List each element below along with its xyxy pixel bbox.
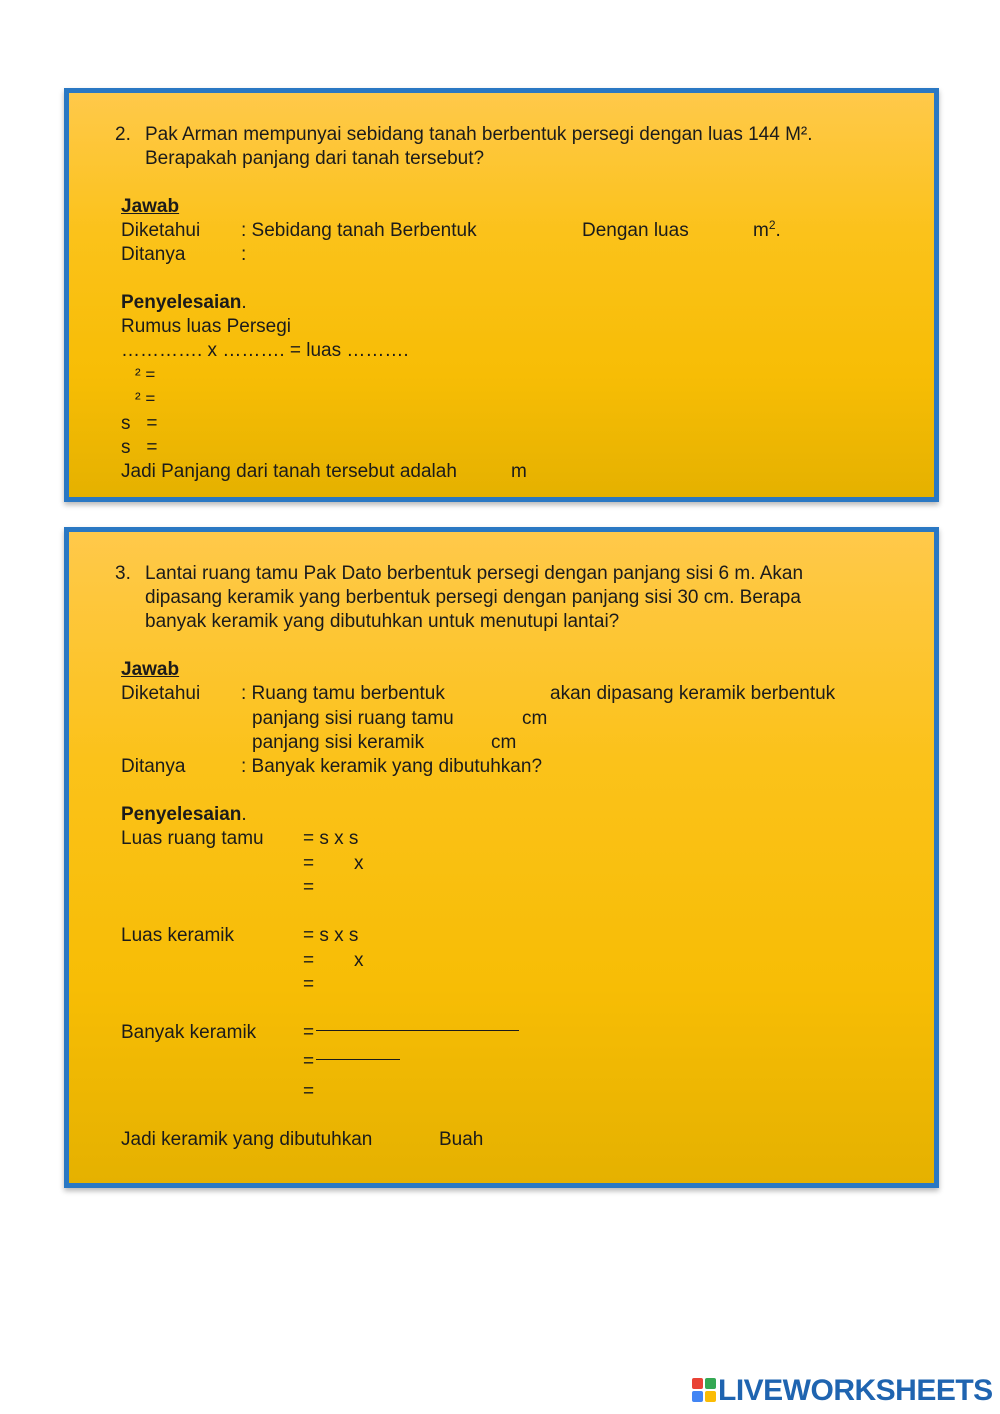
formula-line: …………. x ………. = luas ……….	[121, 340, 409, 361]
ditanya-label: Ditanya	[121, 756, 186, 777]
fraction-line	[316, 1059, 400, 1060]
logo-grid-icon	[692, 1378, 716, 1402]
square-step-1: ² =	[135, 365, 156, 384]
penyelesaian-heading: Penyelesaian.	[121, 804, 247, 825]
jawab-heading: Jawab	[121, 196, 180, 217]
room-side-label: panjang sisi ruang tamu	[252, 708, 454, 729]
ditanya-text: : Banyak keramik yang dibutuhkan?	[241, 756, 543, 777]
question-number: 3.	[115, 563, 131, 584]
tile-side-unit: cm	[491, 732, 517, 753]
tile-count-fraction-1: =	[303, 1021, 519, 1045]
area-unit: $m^2$.	[753, 218, 781, 241]
question-text: Pak Arman mempunyai sebidang tanah berbentuk persegi dengan luas 144 M².	[145, 124, 813, 145]
diketahui-text-2: akan dipasang keramik berbentuk	[550, 683, 836, 704]
question-3-card	[64, 527, 939, 1188]
jawab-heading: Jawab	[121, 659, 180, 680]
tile-area-step: =	[303, 950, 315, 971]
question-text: dipasang keramik yang berbentuk persegi dengan panjang sisi 30 cm. Berapa	[145, 587, 801, 608]
tile-side-label: panjang sisi keramik	[252, 732, 425, 753]
diketahui-label: Diketahui	[121, 220, 201, 241]
tile-count-fraction-2: =	[303, 1050, 400, 1074]
ditanya-label: Ditanya	[121, 244, 186, 265]
dengan-luas-label: Dengan luas	[582, 220, 689, 241]
room-area-label: Luas ruang tamu	[121, 828, 264, 849]
question-text: banyak keramik yang dibutuhkan untuk menutupi lantai?	[145, 611, 620, 632]
square-step-2: ² =	[135, 389, 156, 408]
ditanya-colon: :	[241, 244, 247, 265]
tile-count-result: =	[303, 1081, 315, 1102]
room-area-result: =	[303, 877, 315, 898]
s-step-1: s =	[121, 413, 158, 434]
room-area-formula: = s x s	[303, 828, 359, 849]
tile-area-result: =	[303, 974, 315, 995]
diketahui-label: Diketahui	[121, 683, 201, 704]
diketahui-text: : Sebidang tanah Berbentuk	[241, 220, 477, 241]
tile-area-formula: = s x s	[303, 925, 359, 946]
diketahui-text: : Ruang tamu berbentuk	[241, 683, 445, 704]
tile-area-times: x	[354, 950, 364, 971]
tile-count-label: Banyak keramik	[121, 1022, 257, 1043]
penyelesaian-heading: Penyelesaian.	[121, 292, 247, 313]
question-text: Lantai ruang tamu Pak Dato berbentuk persegi dengan panjang sisi 6 m. Akan	[145, 563, 804, 584]
conclusion-text: Jadi Panjang dari tanah tersebut adalah	[121, 461, 457, 482]
tile-area-label: Luas keramik	[121, 925, 234, 946]
question-text: Berapakah panjang dari tanah tersebut?	[145, 148, 485, 169]
logo-text: LIVEWORKSHEETS	[718, 1374, 993, 1407]
rumus-label: Rumus luas Persegi	[121, 316, 292, 337]
room-area-step: =	[303, 853, 315, 874]
s-step-2: s =	[121, 437, 158, 458]
conclusion-text: Jadi keramik yang dibutuhkan	[121, 1129, 373, 1150]
conclusion-unit: m	[511, 461, 527, 482]
room-side-unit: cm	[522, 708, 548, 729]
conclusion-unit: Buah	[439, 1129, 484, 1150]
fraction-line	[316, 1030, 519, 1031]
question-2-card	[64, 88, 939, 502]
room-area-times: x	[354, 853, 364, 874]
question-number: 2.	[115, 124, 131, 145]
